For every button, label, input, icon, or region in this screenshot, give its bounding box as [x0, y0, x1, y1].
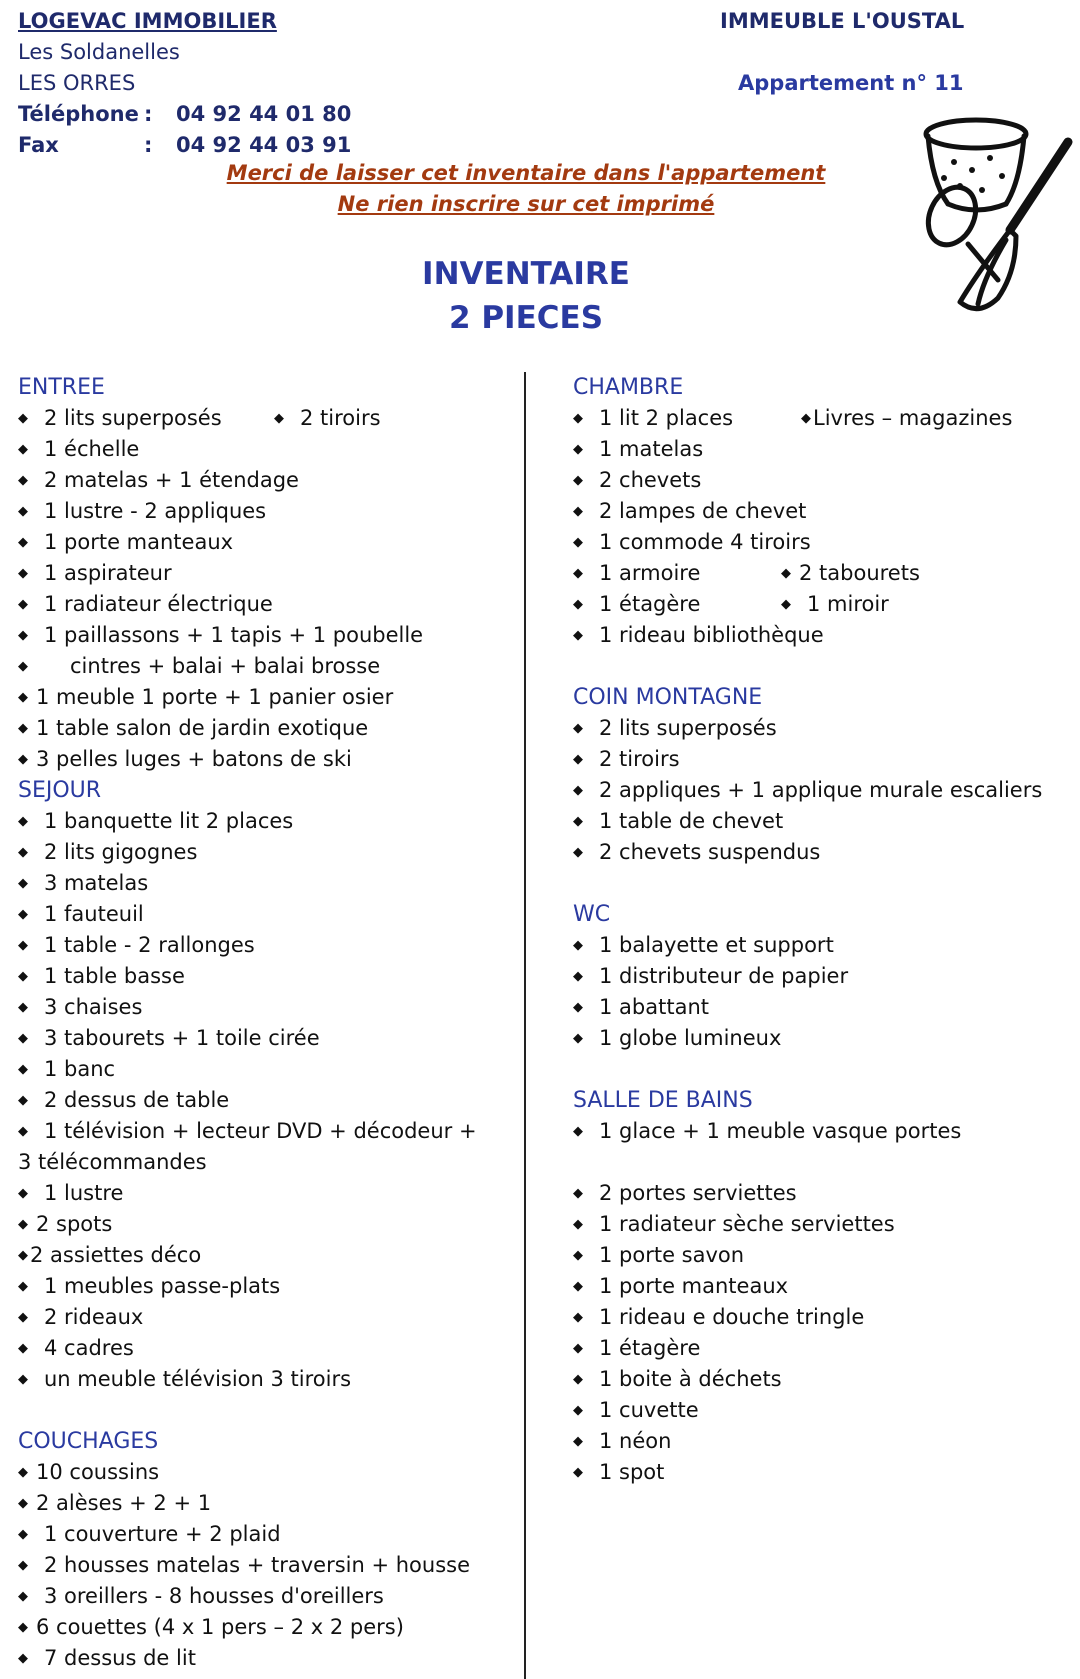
bullet-icon: ◆	[573, 1000, 583, 1015]
bullet-icon: ◆	[18, 969, 28, 984]
bullet-icon: ◆	[18, 1093, 28, 1108]
list-item: ◆ 2 lampes de chevet	[573, 496, 1073, 527]
list-item: ◆ 2 lits superposés ◆ 2 tiroirs	[18, 403, 488, 434]
list-item: ◆ 1 paillassons + 1 tapis + 1 poubelle	[18, 620, 488, 651]
bullet-icon: ◆	[573, 1217, 583, 1232]
list-item: ◆ 1 étagère	[573, 1333, 1073, 1364]
bullet-icon: ◆	[18, 1465, 28, 1480]
bullet-icon: ◆	[18, 1527, 28, 1542]
fax-separator: :	[144, 133, 153, 157]
bullet-icon: ◆	[18, 721, 28, 736]
bullet-icon: ◆	[573, 845, 583, 860]
list-item: ◆ 1 porte manteaux	[18, 527, 488, 558]
bullet-icon: ◆	[18, 659, 28, 674]
list-item: ◆ 2 lits gigognes	[18, 837, 488, 868]
list-item: ◆ 2 appliques + 1 applique murale escaliers	[573, 775, 1073, 806]
bullet-icon: ◆	[573, 969, 583, 984]
bullet-icon: ◆	[18, 1620, 28, 1635]
bullet-icon: ◆	[18, 690, 28, 705]
column-divider	[524, 372, 526, 1679]
document-title: INVENTAIRE	[422, 256, 630, 292]
list-item: ◆ 10 coussins	[18, 1457, 488, 1488]
section-title-couchages: COUCHAGES	[18, 1429, 159, 1454]
phone-label: Téléphone	[18, 102, 139, 126]
bullet-icon: ◆	[18, 876, 28, 891]
left-column	[18, 372, 488, 1674]
bullet-icon: ◆	[18, 411, 28, 426]
bullet-icon: ◆	[18, 907, 28, 922]
bullet-icon: ◆	[18, 1217, 28, 1232]
list-item: ◆2 assiettes déco	[18, 1240, 488, 1271]
bullet-icon: ◆	[781, 597, 791, 612]
notice-leave-inventory: Merci de laisser cet inventaire dans l'appartement	[226, 161, 826, 185]
bullet-icon: ◆	[573, 1310, 583, 1325]
list-item: ◆ 2 matelas + 1 étendage	[18, 465, 488, 496]
list-item: ◆ 1 couverture + 2 plaid	[18, 1519, 488, 1550]
list-item: ◆ 1 rideau e douche tringle	[573, 1302, 1073, 1333]
list-item: ◆ 1 table de chevet	[573, 806, 1073, 837]
list-item: ◆ 1 spot	[573, 1457, 1073, 1488]
bullet-icon: ◆	[573, 1124, 583, 1139]
list-item: ◆ un meuble télévision 3 tiroirs	[18, 1364, 488, 1395]
list-item: ◆ 1 radiateur sèche serviettes	[573, 1209, 1073, 1240]
bullet-icon: ◆	[18, 1589, 28, 1604]
list-item: ◆ 1 lustre	[18, 1178, 488, 1209]
list-item: ◆ 2 chevets suspendus	[573, 837, 1073, 868]
bullet-icon: ◆	[18, 1248, 28, 1263]
bullet-icon: ◆	[18, 1341, 28, 1356]
list-item-extra: 1 miroir	[807, 592, 889, 616]
list-item-extra: Livres – magazines	[813, 406, 1013, 430]
bullet-icon: ◆	[573, 783, 583, 798]
list-item: ◆ 1 aspirateur	[18, 558, 488, 589]
bullet-icon: ◆	[781, 566, 791, 581]
bullet-icon: ◆	[18, 1186, 28, 1201]
list-item: ◆ 6 couettes (4 x 1 pers – 2 x 2 pers)	[18, 1612, 488, 1643]
right-column	[573, 372, 1073, 1488]
list-item: ◆ 1 balayette et support	[573, 930, 1073, 961]
list-item: ◆ 1 fauteuil	[18, 899, 488, 930]
list-item: ◆ 1 table basse	[18, 961, 488, 992]
list-item: ◆ 1 porte savon	[573, 1240, 1073, 1271]
bullet-icon: ◆	[18, 597, 28, 612]
bullet-icon: ◆	[573, 1372, 583, 1387]
list-item: ◆ 1 commode 4 tiroirs	[573, 527, 1073, 558]
bullet-icon: ◆	[18, 845, 28, 860]
list-item: ◆ 3 matelas	[18, 868, 488, 899]
bullet-icon: ◆	[573, 1186, 583, 1201]
bullet-icon: ◆	[18, 1372, 28, 1387]
bullet-icon: ◆	[18, 1124, 28, 1139]
list-item: ◆ 2 alèses + 2 + 1	[18, 1488, 488, 1519]
bullet-icon: ◆	[573, 473, 583, 488]
bullet-icon: ◆	[573, 1465, 583, 1480]
fax-number: 04 92 44 03 91	[176, 133, 352, 157]
list-item: ◆ 1 table - 2 rallonges	[18, 930, 488, 961]
list-item: ◆ 1 porte manteaux	[573, 1271, 1073, 1302]
bullet-icon: ◆	[573, 628, 583, 643]
list-item: ◆ 1 rideau bibliothèque	[573, 620, 1073, 651]
list-item: ◆ 1 distributeur de papier	[573, 961, 1073, 992]
list-item: ◆ 7 dessus de lit	[18, 1643, 488, 1674]
bullet-icon: ◆	[18, 1310, 28, 1325]
list-item: ◆ 1 armoire ◆ 2 tabourets	[573, 558, 1073, 589]
list-item: ◆ 1 lustre - 2 appliques	[18, 496, 488, 527]
list-item: ◆ 2 rideaux	[18, 1302, 488, 1333]
list-item: ◆ 2 lits superposés	[573, 713, 1073, 744]
list-item: ◆ 1 meubles passe-plats	[18, 1271, 488, 1302]
bullet-icon: ◆	[18, 752, 28, 767]
list-item: ◆ cintres + balai + balai brosse	[18, 651, 488, 682]
list-item: ◆ 1 néon	[573, 1426, 1073, 1457]
list-item: ◆ 1 banc	[18, 1054, 488, 1085]
bullet-icon: ◆	[573, 721, 583, 736]
bullet-icon: ◆	[573, 1403, 583, 1418]
list-item-extra: 2 tabourets	[799, 561, 920, 585]
section-title-sejour: SEJOUR	[18, 778, 102, 803]
list-item: ◆ 1 matelas	[573, 434, 1073, 465]
list-item: ◆ 1 cuvette	[573, 1395, 1073, 1426]
list-item: ◆ 1 lit 2 places ◆Livres – magazines	[573, 403, 1073, 434]
bullet-icon: ◆	[18, 442, 28, 457]
bullet-icon: ◆	[18, 1558, 28, 1573]
list-item: ◆ 1 banquette lit 2 places	[18, 806, 488, 837]
section-title-entree: ENTREE	[18, 375, 105, 400]
bullet-icon: ◆	[18, 535, 28, 550]
town-name: LES ORRES	[18, 71, 136, 95]
bullet-icon: ◆	[573, 1279, 583, 1294]
bullet-icon: ◆	[18, 566, 28, 581]
bullet-icon: ◆	[573, 1341, 583, 1356]
company-name: LOGEVAC IMMOBILIER	[18, 9, 277, 33]
list-item: ◆ 1 glace + 1 meuble vasque portes	[573, 1116, 1073, 1147]
list-item: ◆ 2 housses matelas + traversin + housse	[18, 1550, 488, 1581]
bullet-icon: ◆	[573, 1434, 583, 1449]
bullet-icon: ◆	[801, 411, 811, 426]
section-title-coin-montagne: COIN MONTAGNE	[573, 685, 763, 710]
list-item: ◆ 1 échelle	[18, 434, 488, 465]
bullet-icon: ◆	[573, 814, 583, 829]
bullet-icon: ◆	[18, 1279, 28, 1294]
bullet-icon: ◆	[573, 938, 583, 953]
bullet-icon: ◆	[18, 938, 28, 953]
list-item: ◆ 1 étagère ◆ 1 miroir	[573, 589, 1073, 620]
bullet-icon: ◆	[573, 504, 583, 519]
bullet-icon: ◆	[18, 1496, 28, 1511]
list-item: ◆ 2 portes serviettes	[573, 1178, 1073, 1209]
bullet-icon: ◆	[573, 566, 583, 581]
bullet-icon: ◆	[18, 1651, 28, 1666]
building-name: IMMEUBLE L'OUSTAL	[720, 9, 965, 33]
bullet-icon: ◆	[274, 411, 284, 426]
list-item: ◆ 1 boite à déchets	[573, 1364, 1073, 1395]
bullet-icon: ◆	[573, 411, 583, 426]
bullet-icon: ◆	[18, 1062, 28, 1077]
section-title-chambre: CHAMBRE	[573, 375, 684, 400]
section-title-wc: WC	[573, 902, 611, 927]
list-item: ◆ 1 abattant	[573, 992, 1073, 1023]
list-item: ◆ 3 chaises	[18, 992, 488, 1023]
list-item: ◆ 3 tabourets + 1 toile cirée	[18, 1023, 488, 1054]
phone-separator: :	[144, 102, 153, 126]
bullet-icon: ◆	[18, 504, 28, 519]
bullet-icon: ◆	[573, 442, 583, 457]
bullet-icon: ◆	[18, 1031, 28, 1046]
bullet-icon: ◆	[18, 814, 28, 829]
list-item: ◆ 2 spots	[18, 1209, 488, 1240]
list-item: ◆ 3 oreillers - 8 housses d'oreillers	[18, 1581, 488, 1612]
list-item: ◆ 4 cadres	[18, 1333, 488, 1364]
fax-label: Fax	[18, 133, 59, 157]
list-item: ◆ 2 tiroirs	[573, 744, 1073, 775]
bullet-icon: ◆	[18, 1000, 28, 1015]
bullet-icon: ◆	[18, 473, 28, 488]
kitchen-utensils-icon	[918, 112, 1078, 318]
residence-name: Les Soldanelles	[18, 40, 180, 64]
list-item: ◆ 1 radiateur électrique	[18, 589, 488, 620]
bullet-icon: ◆	[573, 535, 583, 550]
list-item: ◆ 3 pelles luges + batons de ski	[18, 744, 488, 775]
apartment-number: Appartement n° 11	[738, 71, 964, 95]
document-subtitle: 2 PIECES	[448, 300, 604, 336]
list-item: ◆ 1 télévision + lecteur DVD + décodeur + 3 télécommandes	[18, 1116, 488, 1178]
list-item: ◆ 2 dessus de table	[18, 1085, 488, 1116]
bullet-icon: ◆	[573, 1248, 583, 1263]
bullet-icon: ◆	[573, 1031, 583, 1046]
list-item: ◆ 1 table salon de jardin exotique	[18, 713, 488, 744]
list-item: ◆ 1 meuble 1 porte + 1 panier osier	[18, 682, 488, 713]
bullet-icon: ◆	[573, 752, 583, 767]
list-item-extra: 2 tiroirs	[300, 406, 381, 430]
list-item: ◆ 1 globe lumineux	[573, 1023, 1073, 1054]
list-item: ◆ 2 chevets	[573, 465, 1073, 496]
bullet-icon: ◆	[573, 597, 583, 612]
notice-no-writing: Ne rien inscrire sur cet imprimé	[337, 192, 715, 216]
section-title-salle-de-bains: SALLE DE BAINS	[573, 1088, 753, 1113]
bullet-icon: ◆	[18, 628, 28, 643]
phone-number: 04 92 44 01 80	[176, 102, 352, 126]
